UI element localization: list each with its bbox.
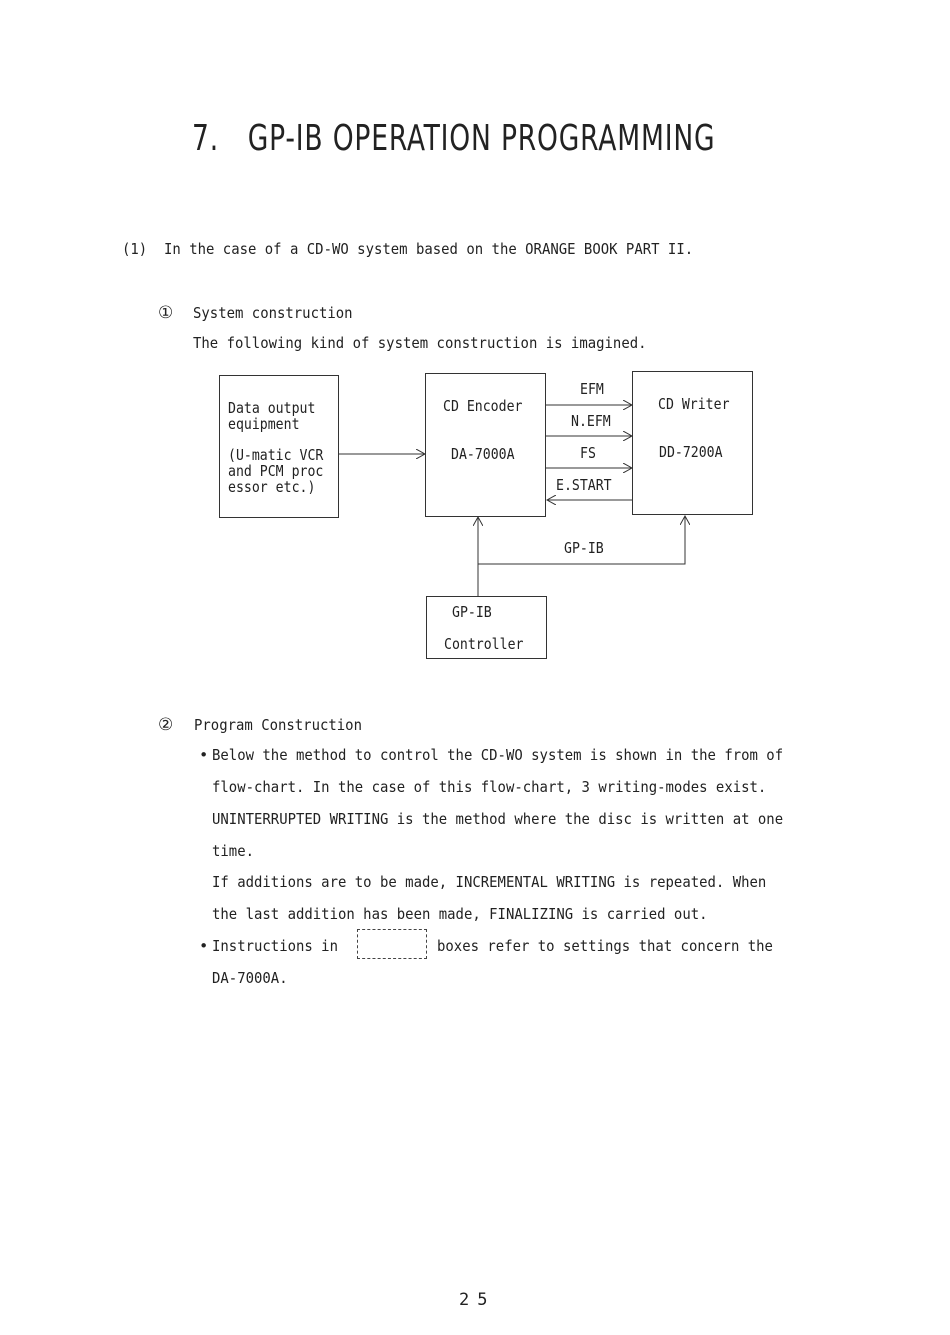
data-output-line2: equipment xyxy=(228,415,300,433)
paragraph-1-line-6: the last addition has been made, FINALIZING is carried out. xyxy=(212,905,708,923)
cd-writer-model: DD-7200A xyxy=(659,443,723,461)
data-output-line3: (U-matic VCR xyxy=(228,446,324,464)
signal-fs-label: FS xyxy=(580,444,596,462)
paragraph-1-line-1: Below the method to control the CD-WO system is shown in the from of xyxy=(212,746,784,764)
paragraph-1-line-4: time. xyxy=(212,842,255,860)
title-text: GP-IB OPERATION PROGRAMMING xyxy=(247,118,716,159)
signal-efm-label: EFM xyxy=(580,380,604,398)
gpib-bus-label: GP-IB xyxy=(564,539,604,557)
signal-nefm-label: N.EFM xyxy=(571,412,611,430)
paragraph-2-after: boxes refer to settings that concern the xyxy=(437,937,773,955)
bullet-2: • xyxy=(199,937,209,955)
dashed-box-sample xyxy=(357,929,427,959)
item-1-marker: ① xyxy=(158,303,174,323)
section-1-label: (1) xyxy=(122,240,148,258)
paragraph-2-line-2: DA-7000A. xyxy=(212,969,288,987)
cd-encoder-model: DA-7000A xyxy=(451,445,515,463)
page-number: 25 xyxy=(459,1290,496,1310)
item-2-marker: ② xyxy=(158,715,174,735)
data-output-line1: Data output xyxy=(228,399,316,417)
title-number: 7. xyxy=(192,118,219,159)
data-output-line4: and PCM proc xyxy=(228,462,324,480)
paragraph-1-line-5: If additions are to be made, INCREMENTAL WRITING is repeated. When xyxy=(212,873,767,891)
item-2-heading: Program Construction xyxy=(194,716,362,734)
signal-estart-label: E.START xyxy=(556,476,612,494)
data-output-line5: essor etc.) xyxy=(228,478,316,496)
paragraph-1-line-2: flow-chart. In the case of this flow-chart, 3 writing-modes exist. xyxy=(212,778,767,796)
paragraph-2-before: Instructions in xyxy=(212,937,338,955)
cd-encoder-name: CD Encoder xyxy=(443,397,523,415)
cd-writer-name: CD Writer xyxy=(658,395,730,413)
controller-line2: Controller xyxy=(444,635,524,653)
item-1-heading: System construction xyxy=(193,304,353,322)
section-1-text: In the case of a CD-WO system based on the ORANGE BOOK PART II. xyxy=(164,240,694,258)
bullet-1: • xyxy=(199,746,209,764)
controller-line1: GP-IB xyxy=(452,603,492,621)
paragraph-1-line-3: UNINTERRUPTED WRITING is the method where the disc is written at one xyxy=(212,810,784,828)
item-1-intro: The following kind of system construction is imagined. xyxy=(193,334,647,352)
